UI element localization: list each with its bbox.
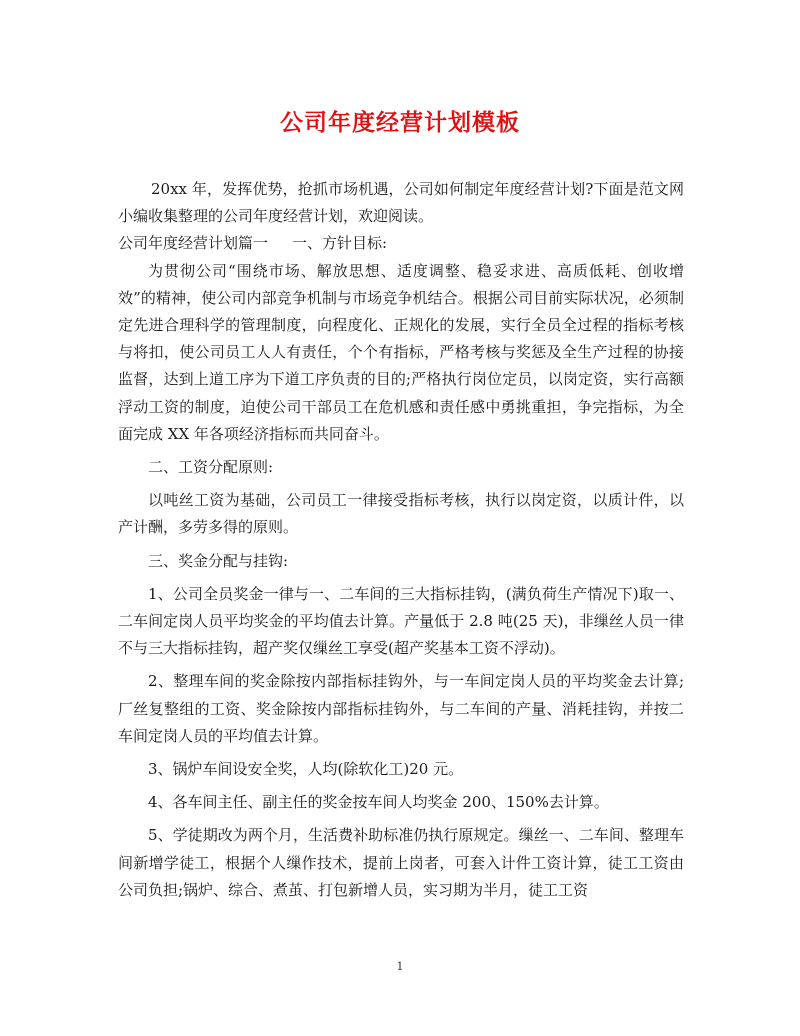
bonus-heading: 三、奖金分配与挂钩: [148,551,289,570]
bonus-item-3: 3、锅炉车间设安全奖，人均(除软化工)20 元。 [148,760,464,779]
section-heading-part-goal: 一、方针目标: [292,234,388,253]
wage-paragraph: 以吨丝工资为基础，公司员工一律接受指标考核，执行以岗定资，以质计件，以产计酬，多劳多得的原则。 [118,491,684,537]
section-heading-part-title: 公司年度经营计划篇一 [118,234,269,253]
bonus-item-2: 2、整理车间的奖金除按内部指标挂钩外，与一车间定岗人员的平均奖金去计算;厂丝复整组的工资、奖金除按内部指标挂钩外，与二车间的产量、消耗挂钩，并按二车间定岗人员的平均值去计算。 [118,672,684,745]
document-title: 公司年度经营计划模板 [280,109,520,136]
bonus-item-4: 4、各车间主任、副主任的奖金按车间人均奖金 200、150%去计算。 [148,793,609,812]
wage-heading: 二、工资分配原则: [148,458,274,477]
bonus-item-1: 1、公司全员奖金一律与一、二车间的三大指标挂钩，(满负荷生产情况下)取一、二车间定岗人员平均奖金的平均值去计算。产量低于 2.8 吨(25 天)，非缫丝人员一律不与三大指标挂钩，超产奖仅缫丝工享受(超产奖基本工资不浮动)。 [118,584,684,658]
page-number: 1 [396,960,404,973]
section-heading [118,230,684,257]
bonus-item-5: 5、学徒期改为两个月，生活费补助标准仍执行原规定。缫丝一、二车间、整理车间新增学徒工，根据个人缫作技术，提前上岗者，可套入计件工资计算，徒工工资由公司负担;锅炉、综合、煮茧、打包新增人员，实习期为半月，徒工工资 [118,826,684,899]
document-body [118,176,684,904]
intro-paragraph: 20xx 年，发挥优势，抢抓市场机遇，公司如何制定年度经营计划?下面是范文网小编收集整理的公司年度经营计划，欢迎阅读。 [118,180,684,226]
policy-paragraph: 为贯彻公司“围绕市场、解放思想、适度调整、稳妥求进、高质低耗、创收增效”的精神，使公司内部竞争机制与市场竞争机结合。根据公司目前实际状况，必须制定先进合理科学的管理制度，向程度化、正规化的发展，实行全员全过程的指标考核与将扣，使公司员工人人有责任，个个有指标，严格考核与奖惩及全生产过程的协接监督，达到上道工序为下道工序负责的目的;严格执行岗位定员，以岗定资，实行高额浮动工资的制度，迫使公司干部员工在危机感和责任感中勇挑重担，争完指标，为全面完成 XX 年各项经济指标而共同奋斗。 [118,261,684,443]
